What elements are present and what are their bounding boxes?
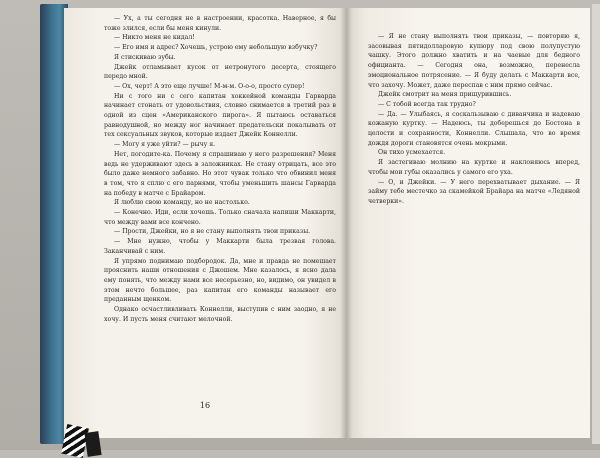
paragraph: — Мне нужно, чтобы у Маккарти была трезвая голова. Заканчивай с ним. [104,238,336,255]
paragraph: Нет, погодите-ка. Почему я спрашиваю у него разрешения? Меня ведь не удерживают здесь в заложниках. Не стану отрицать, все это было даже немного забавно. Но этот чувак только что обвинил меня в том, что я сплю с его парнями, чтобы уменьшить шансы Гарварда на победу в матче с Брайаром. [104,150,336,197]
paragraph: Джейк смотрит на меня прищурившись. [378,91,512,99]
paragraph: — Прости, Джейки, но я не стану выполнять твои приказы. [114,228,311,236]
paragraph: — Конечно. Иди, если хочешь. Только сначала напиши Маккарти, что между вами все кончено. [104,209,336,226]
book-cover-right [592,4,600,444]
page-number: 16 [199,401,211,410]
paragraph: Я люблю свою команду, но не настолько. [114,199,250,207]
paragraph: — Его имя и адрес? Хочешь, устрою ему небольшую взбучку? [114,44,318,52]
paragraph: Ни с того ни с сего капитан хоккейной команды Гарварда начинает стонать от удовольствия, словно снимается в третий раз в одной из сцен «Американского пирога». Я пытаюсь оставаться равнодушной, но между ног начинает предательски покалывать от тех сексуальных звуков, которые издает Джейк Коннелли. [104,92,336,139]
paragraph: Джейк отламывает кусок от нетронутого десерта, стоящего передо мной. [104,63,336,81]
paragraph: — Я не стану выполнять твои приказы, — повторяю я, засовывая пятидолларовую купюру под свою полупустую чашку. Этого должно хватить и на чаевые для бедного официанта. — Сегодня она, возможно, перенесла эмоциональное потрясение. — Я буду делать с Маккарти все, что захочу. Может, даже переспав с ним прямо сейчас. [368,33,580,89]
paragraph: — Да. — Улыбаясь, я соскальзываю с диванчика и надеваю кожаную куртку. — Надеюсь, ты доберешься до Бостона в целости и сохранности, Коннелли. Слышала, что во время дождя дороги становятся очень мокрыми. [368,110,580,147]
paragraph: Я стискиваю зубы. [114,53,176,61]
paragraph: Он тихо усмехается. [378,149,446,157]
paragraph: — О, и Джейки. — У него перехватывает дыхание. — Я займу тебе местечко за скамейкой Брайара на матче «Ледяной четверки». [368,178,580,205]
paragraph: Я застегиваю молнию на куртке и наклоняюсь вперед, чтобы мои губы оказались у самого его уха. [368,159,580,176]
paragraph: Однако осчастливливать Коннелли, выступив с ним заодно, я не хочу. И пусть меня считают мелочной. [104,306,336,323]
page-gutter-shadow [340,8,352,438]
paragraph: — Никто меня не кидал! [114,34,195,42]
right-page [346,8,590,438]
paragraph: Я упрямо поднимаю подбородок. Да, мне и правда не помешает прояснить наши отношения с Джошем. Мне казалось, я ясно дала ему понять, что между нами все несерьезно, но, видимо, он увидел в этом нечто большее, раз капитан его команды называет его преданным щенком. [104,257,336,304]
paragraph: — Ох, черт! А это еще лучше! М-м-м. О-о-о, просто супер! [114,82,305,90]
paragraph: — Могу я уже уйти? — рычу я. [114,141,216,149]
left-page [64,8,346,438]
paragraph: — Ух, а ты сегодня не в настроении, красотка. Наверное, я бы тоже злился, если бы меня кинули. [104,15,336,32]
open-book [40,4,600,450]
paragraph: — С тобой всегда так трудно? [378,100,476,108]
